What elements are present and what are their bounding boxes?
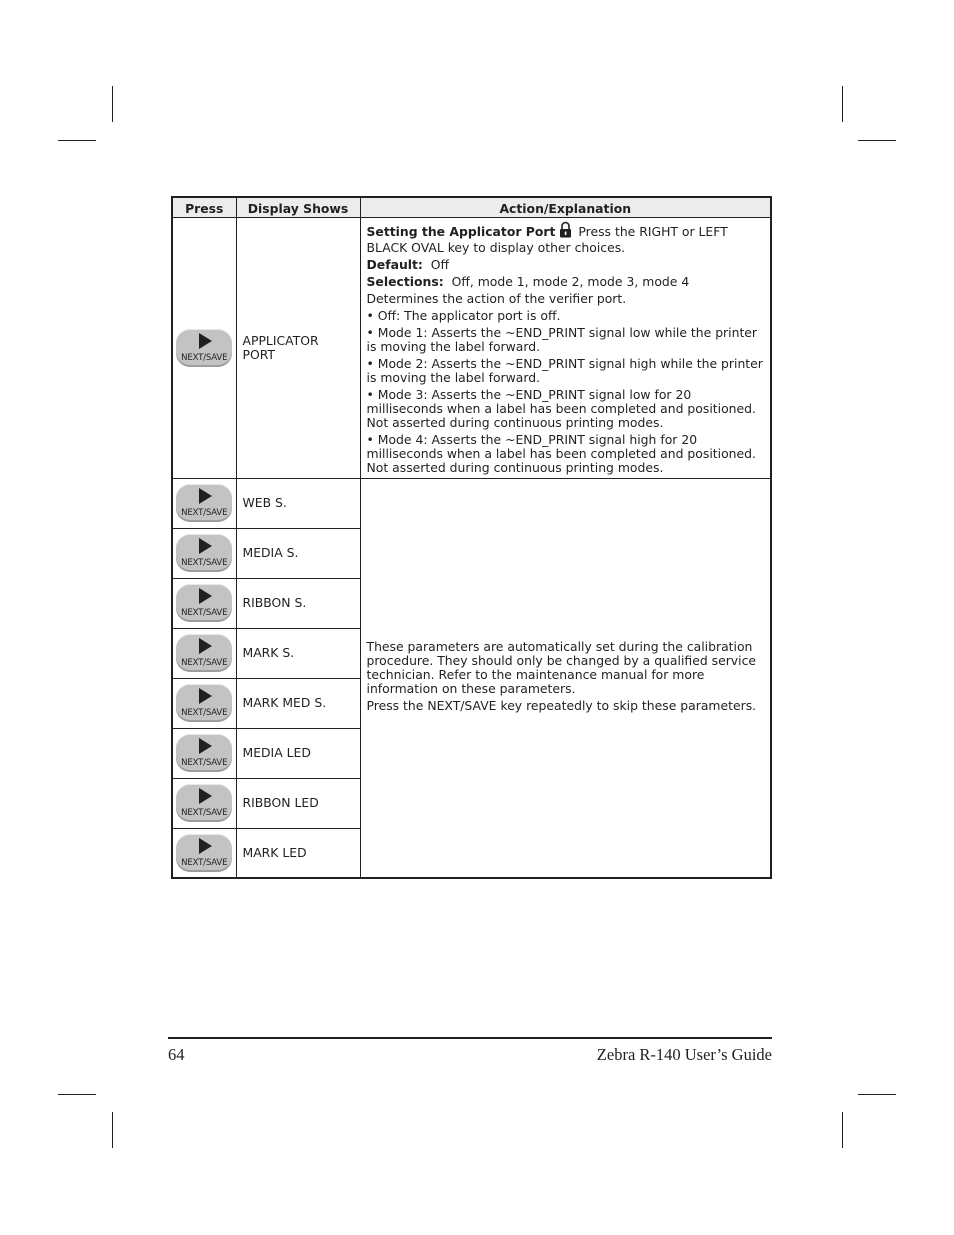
display-mark-s: MARK S. [236, 628, 360, 678]
table-row-applicator-port [172, 217, 771, 478]
display-mark-led: MARK LED [236, 828, 360, 878]
parameter-table [171, 196, 772, 879]
next-save-key-icon: NEXT/SAVE [176, 734, 232, 772]
next-save-key-icon: NEXT/SAVE [176, 834, 232, 872]
press-cell [172, 217, 236, 478]
setting-text: Press the RIGHT or LEFT BLACK OVAL key to display other choices. [366, 223, 728, 255]
bullet-off: • Off: The applicator port is off. [366, 307, 561, 323]
crop-mark [58, 140, 96, 141]
bullet-mode-3: • Mode 3: Asserts the ~END_PRINT signal low for 20 milliseconds when a label has been completed and positioned. Not asserted during continuous printing modes. [366, 386, 756, 430]
display-media-led: MEDIA LED [236, 728, 360, 778]
next-save-key-icon: NEXT/SAVE [176, 584, 232, 622]
table-header-row [172, 197, 771, 217]
display-applicator-port: APPLICATOR PORT [236, 217, 360, 478]
page-number: 64 [168, 1045, 185, 1064]
selections-line: Selections: Off, mode 1, mode 2, mode 3, mode 4 [366, 273, 690, 289]
next-save-key-icon: NEXT/SAVE [176, 784, 232, 822]
default-line: Default: Off [366, 256, 450, 272]
next-save-key-icon: NEXT/SAVE [176, 634, 232, 672]
next-save-key-icon: NEXT/SAVE [176, 684, 232, 722]
crop-mark [842, 1112, 843, 1148]
header-press: Press [172, 197, 236, 217]
crop-mark [858, 140, 896, 141]
setting-paragraph [367, 221, 766, 255]
bullet-mode-4: • Mode 4: Asserts the ~END_PRINT signal high for 20 milliseconds when a label has been completed and positioned. Not asserted during continuous printing modes. [366, 431, 756, 475]
guide-title: Zebra R-140 User’s Guide [596, 1045, 772, 1064]
display-ribbon-led: RIBBON LED [236, 778, 360, 828]
header-action-explanation: Action/Explanation [360, 197, 771, 217]
display-media-s: MEDIA S. [236, 528, 360, 578]
display-mark-med-s: MARK MED S. [236, 678, 360, 728]
table-row-web-s [172, 478, 771, 528]
bullet-mode-2: • Mode 2: Asserts the ~END_PRINT signal high while the printer is moving the label forward. [366, 355, 763, 385]
crop-mark [112, 1112, 113, 1148]
action-sensor-parameters [360, 478, 771, 878]
next-save-key-icon: NEXT/SAVE [176, 534, 232, 572]
next-save-key-icon: NEXT/SAVE [176, 329, 232, 367]
action-applicator-port [360, 217, 771, 478]
footer-rule [168, 1037, 772, 1039]
setting-label: Setting the Applicator Port [366, 223, 556, 239]
bullet-mode-1: • Mode 1: Asserts the ~END_PRINT signal low while the printer is moving the label forward. [366, 324, 758, 354]
crop-mark [858, 1094, 896, 1095]
sensor-explanation: These parameters are automatically set during the calibration procedure. They should only be changed by a qualified service technician. Refer to the maintenance manual for more information on these parameters. [366, 638, 757, 696]
sensor-skip-instruction: Press the NEXT/SAVE key repeatedly to skip these parameters. [366, 697, 757, 713]
display-ribbon-s: RIBBON S. [236, 578, 360, 628]
lock-icon [559, 221, 572, 241]
crop-mark [58, 1094, 96, 1095]
next-save-key-icon: NEXT/SAVE [176, 484, 232, 522]
crop-mark [112, 86, 113, 122]
crop-mark [842, 86, 843, 122]
display-web-s: WEB S. [236, 478, 360, 528]
determines-line: Determines the action of the verifier port. [366, 290, 627, 306]
header-display-shows: Display Shows [236, 197, 360, 217]
